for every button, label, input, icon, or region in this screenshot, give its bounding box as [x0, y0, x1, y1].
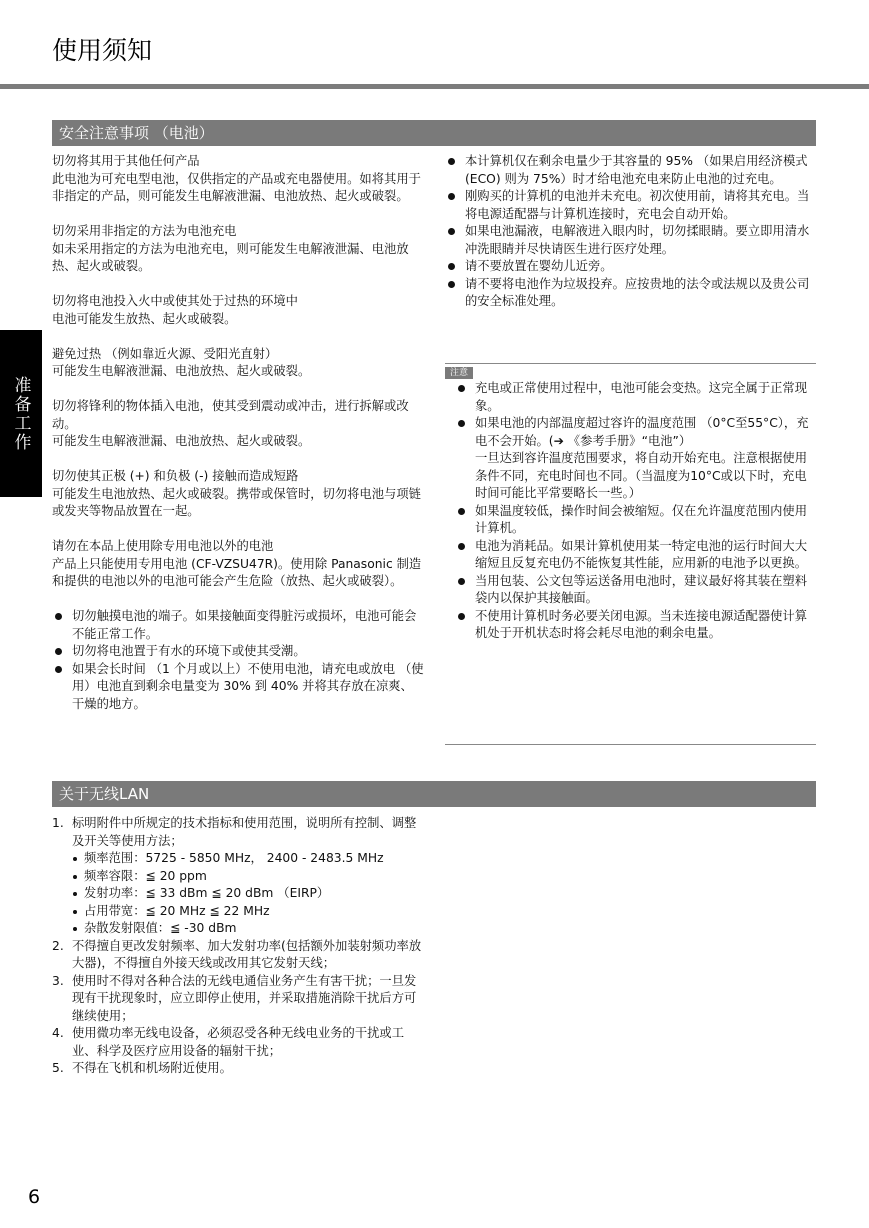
battery-left-bullets	[52, 608, 424, 713]
battery-warning-block	[52, 468, 424, 521]
list-item: 切勿将电池置于有水的环境下或使其受潮。	[52, 643, 424, 661]
list-item: 如果会长时间 （1 个月或以上）不使用电池，请充电或放电 （使用）电池直到剩余电量变为 30% 到 40% 并将其存放在凉爽、干燥的地方。	[52, 661, 424, 714]
list-item: 切勿触摸电池的端子。如果接触面变得脏污或损坏，电池可能会不能正常工作。	[52, 608, 424, 643]
list-item: 刚购买的计算机的电池并未充电。初次使用前，请将其充电。当将电源适配器与计算机连接时，充电会自动开始。	[445, 188, 816, 223]
header-rule	[0, 84, 869, 89]
warning-body: 可能发生电解液泄漏、电池放热、起火或破裂。	[52, 434, 311, 448]
warning-body: 产品上只能使用专用电池 (CF-VZSU47R)。使用除 Panasonic 制造和提供的电池以外的电池可能会产生危险（放热、起火或破裂）。	[52, 556, 422, 588]
spec-item: 占用带宽：≦ 20 MHz ≦ 22 MHz	[72, 903, 424, 921]
item-number: 2.	[52, 938, 64, 953]
wireless-lan-list	[52, 815, 424, 1078]
item-number: 4.	[52, 1026, 64, 1040]
battery-warning-block	[52, 223, 424, 276]
warning-title: 避免过热 （例如靠近火源、受阳光直射）	[52, 346, 278, 361]
item-text: 使用微功率无线电设备，必须忍受各种无线电业务的干扰或工业、科学及医疗应用设备的辐射干扰；	[72, 1026, 405, 1058]
list-item: 充电或正常使用过程中，电池可能会变热。这完全属于正常现象。	[455, 380, 815, 415]
note-content	[455, 380, 815, 643]
list-item: 不使用计算机时务必要关闭电源。当未连接电源适配器使计算机处于开机状态时将会耗尽电池的剩余电量。	[455, 608, 815, 643]
warning-title: 切勿将其用于其他任何产品	[52, 154, 200, 168]
page-title: 使用须知	[52, 36, 153, 65]
page-number: 6	[28, 1186, 41, 1208]
warning-title: 请勿在本品上使用除专用电池以外的电池	[52, 539, 274, 553]
warning-body: 可能发生电解液泄漏、电池放热、起火或破裂。	[52, 364, 311, 378]
battery-left-column	[52, 153, 424, 713]
battery-warning-block	[52, 538, 424, 591]
list-item: 请不要放置在婴幼儿近旁。	[445, 258, 816, 276]
battery-right-bullets	[445, 153, 816, 311]
battery-right-column	[445, 153, 816, 311]
list-item	[52, 815, 424, 938]
item-text: 标明附件中所规定的技术指标和使用范围，说明所有控制、调整及开关等使用方法；	[72, 816, 417, 848]
warning-title: 切勿将锋利的物体插入电池，使其受到震动或冲击，进行拆解或改动。	[52, 399, 409, 431]
item-text: 使用时不得对各种合法的无线电通信业务产生有害干扰；一旦发现有干扰现象时，应立即停止使用，并采取措施消除干扰后方可继续使用；	[72, 973, 417, 1023]
side-chapter-tab	[0, 330, 42, 497]
battery-warning-block	[52, 153, 424, 206]
list-item: 本计算机仅在剩余电量少于其容量的 95% （如果启用经济模式 (ECO) 则为 75%）时才给电池充电来防止电池的过充电。	[445, 153, 816, 188]
warning-body: 此电池为可充电型电池，仅供指定的产品或充电器使用。如将其用于非指定的产品，则可能发生电解液泄漏、电池放热、起火或破裂。	[52, 171, 421, 203]
item-number: 1.	[52, 816, 64, 830]
list-item: 如果电池的内部温度超过容许的温度范围 （0°C至55°C），充电不会开始。(➔ 《参考手册》“电池”）	[455, 415, 815, 450]
battery-warning-block	[52, 346, 424, 381]
list-item: 电池为消耗品。如果计算机使用某一特定电池的运行时间大大缩短且反复充电仍不能恢复其性能，应用新的电池予以更换。	[455, 538, 815, 573]
note-box	[445, 363, 816, 745]
spec-list	[72, 850, 424, 938]
list-item: 请不要将电池作为垃圾投弃。应按贵地的法令或法规以及贵公司的安全标准处理。	[445, 276, 816, 311]
item-number: 5.	[52, 1061, 64, 1075]
warning-title: 切勿采用非指定的方法为电池充电	[52, 224, 237, 238]
note-label: 注意	[445, 367, 473, 379]
side-tab-label: 准备工作	[10, 375, 31, 452]
spec-item: 频率容限：≦ 20 ppm	[72, 868, 424, 886]
item-text: 不得在飞机和机场附近使用。	[72, 1061, 232, 1075]
warning-title: 切勿将电池投入火中或使其处于过热的环境中	[52, 294, 298, 308]
list-item: 当用包装、公文包等运送备用电池时，建议最好将其装在塑料袋内以保护其接触面。	[455, 573, 815, 608]
warning-body: 可能发生电池放热、起火或破裂。携带或保管时，切勿将电池与项链或发夹等物品放置在一起。	[52, 486, 421, 518]
warning-title: 切勿使其正极 (+) 和负极 (-) 接触而造成短路	[52, 469, 299, 483]
list-item	[52, 938, 424, 973]
note-continuation: 一旦达到容许温度范围要求，将自动开始充电。注意根据使用条件不同，充电时间也不同。（当温度为10°C或以下时，充电时间可能比平常要略长一些。）	[475, 451, 808, 500]
warning-body: 如未采用指定的方法为电池充电，则可能发生电解液泄漏、电池放热、起火或破裂。	[52, 241, 409, 273]
battery-warning-block	[52, 293, 424, 328]
battery-warning-block	[52, 398, 424, 451]
note-bullets	[455, 380, 815, 450]
list-item	[52, 973, 424, 1026]
wireless-lan-section-header: 关于无线LAN	[52, 781, 816, 807]
battery-section-header: 安全注意事项 （电池）	[52, 120, 816, 146]
list-item: 如果电池漏液，电解液进入眼内时，切勿揉眼睛。要立即用清水冲洗眼睛并尽快请医生进行医疗处理。	[445, 223, 816, 258]
spec-item: 频率范围：5725 - 5850 MHz， 2400 - 2483.5 MHz	[72, 850, 424, 868]
item-number: 3.	[52, 973, 64, 988]
warning-body: 电池可能发生放热、起火或破裂。	[52, 311, 237, 326]
list-item	[52, 1025, 424, 1060]
note-bullets	[455, 503, 815, 643]
list-item: 如果温度较低，操作时间会被缩短。仅在允许温度范围内使用计算机。	[455, 503, 815, 538]
list-item	[52, 1060, 424, 1078]
item-text: 不得擅自更改发射频率、加大发射功率(包括额外加装射频功率放大器)，不得擅自外接天线或改用其它发射天线；	[72, 938, 422, 970]
wireless-lan-column	[52, 815, 424, 1078]
spec-item: 发射功率：≦ 33 dBm ≦ 20 dBm （EIRP）	[72, 885, 424, 903]
spec-item: 杂散发射限值：≦ -30 dBm	[72, 920, 424, 938]
